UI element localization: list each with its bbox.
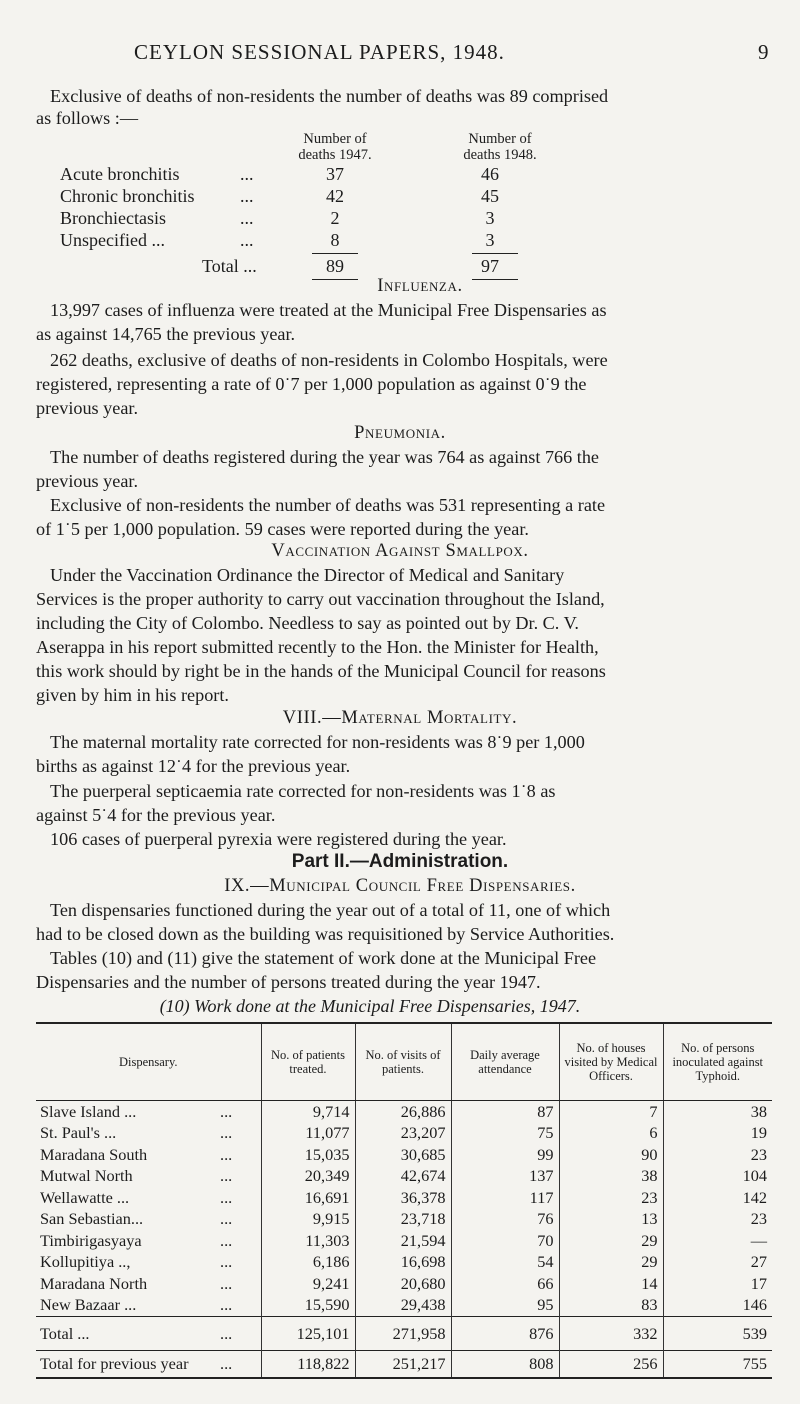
table-header-row	[36, 1023, 772, 1101]
table-row	[36, 1209, 772, 1231]
leader-dots: ...	[220, 1166, 233, 1186]
total-label: Total ...	[202, 256, 257, 276]
leader-dots: ...	[220, 1354, 233, 1373]
daily-cell: 54	[451, 1252, 559, 1274]
daily-cell: 808	[451, 1351, 559, 1379]
influenza-paragraph-1	[36, 298, 770, 346]
col-header-line: Number of	[468, 131, 532, 147]
patients-cell: 15,590	[261, 1295, 355, 1317]
inoculated-cell: 755	[663, 1351, 772, 1379]
col-header-line: deaths 1947.	[298, 147, 372, 163]
houses-cell: 38	[559, 1166, 663, 1188]
inoculated-cell: 17	[663, 1273, 772, 1295]
value-1948: 3	[485, 208, 495, 228]
col-header-1947	[290, 131, 380, 163]
daily-cell: 876	[451, 1317, 559, 1351]
daily-cell: 76	[451, 1209, 559, 1231]
pneumonia-paragraph-2	[36, 493, 770, 541]
text-line: of 1˙5 per 1,000 population. 59 cases were reported during the year.	[36, 519, 529, 539]
inoculated-cell: —	[663, 1230, 772, 1252]
column-header: No. of houses visited by Medical Officers.	[559, 1023, 663, 1101]
dispensary-name: Total for previous year	[40, 1354, 189, 1373]
dispensary-name-cell	[36, 1144, 261, 1166]
leader-dots: ...	[220, 1230, 233, 1250]
dispensary-name: Maradana South	[40, 1144, 148, 1164]
text-line: Exclusive of non-residents the number of deaths was 531 representing a rate	[50, 495, 606, 515]
text-line: previous year.	[36, 471, 139, 491]
vaccination-paragraph	[36, 563, 770, 707]
col-header-line: Number of	[303, 131, 367, 147]
leader-dots: ...	[220, 1295, 233, 1315]
dispensary-name-cell	[36, 1187, 261, 1209]
dispensary-name: Slave Island ...	[40, 1101, 137, 1121]
text-line: Tables (10) and (11) give the statement of work done at the Municipal Free	[50, 948, 597, 968]
text-line: Dispensaries and the number of persons treated during the year 1947.	[36, 972, 541, 992]
value-1947: 42	[326, 186, 344, 206]
text-line: including the City of Colombo. Needless to say as pointed out by Dr. C. V.	[36, 613, 579, 633]
inoculated-cell: 27	[663, 1252, 772, 1274]
text-line: 106 cases of puerperal pyrexia were registered during the year.	[50, 829, 507, 849]
patients-cell: 9,241	[261, 1273, 355, 1295]
houses-cell: 332	[559, 1317, 663, 1351]
col-header-line: deaths 1948.	[463, 147, 537, 163]
dispensary-name: New Bazaar ...	[40, 1295, 137, 1315]
dispensary-name-cell	[36, 1295, 261, 1317]
visits-cell: 29,438	[355, 1295, 451, 1317]
patients-cell: 15,035	[261, 1144, 355, 1166]
dispensary-name-cell	[36, 1123, 261, 1145]
daily-cell: 95	[451, 1295, 559, 1317]
leader-dots: ...	[240, 164, 254, 184]
visits-cell: 36,378	[355, 1187, 451, 1209]
inoculated-cell: 38	[663, 1101, 772, 1123]
inoculated-cell: 23	[663, 1209, 772, 1231]
leader-dots: ...	[240, 230, 254, 250]
value-1947: 8	[330, 230, 340, 250]
inoculated-cell: 539	[663, 1317, 772, 1351]
maternal-paragraph-3	[36, 827, 770, 851]
section-heading-influenza: Influenza.	[377, 276, 463, 296]
houses-cell: 83	[559, 1295, 663, 1317]
table-row	[36, 1166, 772, 1188]
visits-cell: 23,207	[355, 1123, 451, 1145]
text-line: against 5˙4 for the previous year.	[36, 805, 276, 825]
text-line: The number of deaths registered during the year was 764 as against 766 the	[50, 447, 599, 467]
houses-cell: 7	[559, 1101, 663, 1123]
dispensary-name-cell	[36, 1351, 261, 1379]
visits-cell: 26,886	[355, 1101, 451, 1123]
text-line: Ten dispensaries functioned during the year out of a total of 11, one of which	[50, 900, 611, 920]
value-1948: 46	[481, 164, 499, 184]
text-line: as against 14,765 the previous year.	[36, 324, 296, 344]
dispensary-name-cell	[36, 1230, 261, 1252]
pneumonia-paragraph-1	[36, 445, 770, 493]
visits-cell: 42,674	[355, 1166, 451, 1188]
leader-dots: ...	[220, 1252, 233, 1272]
row-label: Acute bronchitis	[60, 164, 180, 184]
daily-cell: 70	[451, 1230, 559, 1252]
patients-cell: 16,691	[261, 1187, 355, 1209]
inoculated-cell: 23	[663, 1144, 772, 1166]
text-line: Under the Vaccination Ordinance the Director of Medical and Sanitary	[50, 565, 565, 585]
text-line: Services is the proper authority to carry out vaccination throughout the Island,	[36, 589, 605, 609]
dispensary-name-cell	[36, 1273, 261, 1295]
houses-cell: 13	[559, 1209, 663, 1231]
patients-cell: 11,077	[261, 1123, 355, 1145]
houses-cell: 14	[559, 1273, 663, 1295]
dispensary-name: Kollupitiya ..,	[40, 1252, 131, 1272]
table-body	[36, 1101, 772, 1379]
daily-cell: 137	[451, 1166, 559, 1188]
dispensary-name: Wellawatte ...	[40, 1187, 130, 1207]
table-row	[36, 1101, 772, 1123]
influenza-paragraph-2	[36, 348, 770, 420]
dispensaries-paragraph-1	[36, 898, 770, 946]
section-heading-dispensaries: IX.—Municipal Council Free Dispensaries.	[224, 876, 576, 896]
table-row	[36, 1187, 772, 1209]
value-1948: 45	[481, 186, 499, 206]
visits-cell: 21,594	[355, 1230, 451, 1252]
section-heading-vaccination: Vaccination Against Smallpox.	[271, 541, 529, 561]
sum-rule	[472, 253, 518, 254]
text-line: births as against 12˙4 for the previous year.	[36, 756, 351, 776]
dispensary-name: St. Paul's ...	[40, 1123, 117, 1143]
houses-cell: 90	[559, 1144, 663, 1166]
table-row	[36, 1123, 772, 1145]
visits-cell: 16,698	[355, 1252, 451, 1274]
text-line: Aserappa in his report submitted recently to the Hon. the Minister for Health,	[36, 637, 599, 657]
text-line: The puerperal septicaemia rate corrected for non-residents was 1˙8 as	[50, 781, 556, 801]
row-label: Chronic bronchitis	[60, 186, 195, 206]
previous-year-row	[36, 1351, 772, 1379]
visits-cell: 20,680	[355, 1273, 451, 1295]
section-heading-maternal: VIII.—Maternal Mortality.	[282, 708, 518, 728]
table-row	[36, 1252, 772, 1274]
visits-cell: 23,718	[355, 1209, 451, 1231]
maternal-paragraph-1	[36, 730, 770, 778]
daily-cell: 75	[451, 1123, 559, 1145]
leader-dots: ...	[240, 208, 254, 228]
text-line: The maternal mortality rate corrected for non-residents was 8˙9 per 1,000	[50, 732, 585, 752]
column-header: No. of visits of patients.	[355, 1023, 451, 1101]
daily-cell: 117	[451, 1187, 559, 1209]
maternal-paragraph-2	[36, 779, 770, 827]
dispensary-name: Total ...	[40, 1323, 90, 1343]
dispensary-name: Mutwal North	[40, 1166, 133, 1186]
patients-cell: 118,822	[261, 1351, 355, 1379]
houses-cell: 6	[559, 1123, 663, 1145]
leader-dots: ...	[240, 186, 254, 206]
leader-dots: ...	[220, 1123, 233, 1143]
table-row	[36, 1230, 772, 1252]
leader-dots: ...	[220, 1101, 233, 1121]
total-row	[36, 1317, 772, 1351]
column-header: Dispensary.	[36, 1023, 261, 1101]
intro-paragraph	[36, 84, 770, 130]
dispensary-name-cell	[36, 1209, 261, 1231]
patients-cell: 9,714	[261, 1101, 355, 1123]
dispensaries-paragraph-2	[36, 946, 770, 994]
dispensary-work-table	[36, 1022, 772, 1379]
table-row	[36, 1273, 772, 1295]
inoculated-cell: 146	[663, 1295, 772, 1317]
text-line: 13,997 cases of influenza were treated at the Municipal Free Dispensaries as	[50, 300, 607, 320]
houses-cell: 29	[559, 1252, 663, 1274]
column-header: No. of persons inoculated against Typhoid.	[663, 1023, 772, 1101]
page-number: 9	[758, 40, 770, 64]
total-1948: 97	[481, 256, 499, 276]
total-1947: 89	[326, 256, 344, 276]
leader-dots: ...	[220, 1323, 233, 1343]
publication-title: CEYLON SESSIONAL PAPERS, 1948.	[134, 40, 505, 64]
text-line: given by him in his report.	[36, 685, 229, 705]
daily-cell: 87	[451, 1101, 559, 1123]
dispensary-name-cell	[36, 1101, 261, 1123]
row-label: Bronchiectasis	[60, 208, 166, 228]
part-heading: Part II.—Administration.	[291, 851, 509, 872]
section-heading-pneumonia: Pneumonia.	[354, 423, 446, 443]
leader-dots: ...	[220, 1187, 233, 1207]
text-line: previous year.	[36, 398, 139, 418]
column-header: Daily average attendance	[451, 1023, 559, 1101]
dispensary-name-cell	[36, 1317, 261, 1351]
dispensary-name: San Sebastian...	[40, 1209, 144, 1229]
leader-dots: ...	[220, 1209, 233, 1229]
sum-rule	[312, 253, 358, 254]
visits-cell: 30,685	[355, 1144, 451, 1166]
col-header-1948	[430, 131, 570, 163]
column-header: No. of patients treated.	[261, 1023, 355, 1101]
inoculated-cell: 104	[663, 1166, 772, 1188]
intro-line: Exclusive of deaths of non-residents the number of deaths was 89 comprised	[50, 86, 609, 106]
dispensary-name-cell	[36, 1166, 261, 1188]
text-line: had to be closed down as the building was requisitioned by Service Authorities.	[36, 924, 615, 944]
table-row	[36, 1144, 772, 1166]
daily-cell: 99	[451, 1144, 559, 1166]
inoculated-cell: 19	[663, 1123, 772, 1145]
patients-cell: 20,349	[261, 1166, 355, 1188]
table-row	[36, 1295, 772, 1317]
text-line: 262 deaths, exclusive of deaths of non-residents in Colombo Hospitals, were	[50, 350, 608, 370]
value-1948: 3	[485, 230, 495, 250]
value-1947: 2	[330, 208, 340, 228]
patients-cell: 125,101	[261, 1317, 355, 1351]
visits-cell: 271,958	[355, 1317, 451, 1351]
houses-cell: 256	[559, 1351, 663, 1379]
patients-cell: 11,303	[261, 1230, 355, 1252]
patients-cell: 6,186	[261, 1252, 355, 1274]
houses-cell: 23	[559, 1187, 663, 1209]
inoculated-cell: 142	[663, 1187, 772, 1209]
row-label: Unspecified ...	[60, 230, 165, 250]
leader-dots: ...	[220, 1144, 233, 1164]
value-1947: 37	[326, 164, 344, 184]
table-caption: (10) Work done at the Municipal Free Dispensaries, 1947.	[159, 996, 581, 1016]
text-line: registered, representing a rate of 0˙7 per 1,000 population as against 0˙9 the	[36, 374, 587, 394]
leader-dots: ...	[220, 1273, 233, 1293]
dispensary-name-cell	[36, 1252, 261, 1274]
intro-line: as follows :—	[36, 108, 139, 128]
houses-cell: 29	[559, 1230, 663, 1252]
daily-cell: 66	[451, 1273, 559, 1295]
dispensary-name: Timbirigasyaya	[40, 1230, 142, 1250]
text-line: this work should by right be in the hands of the Municipal Council for reasons	[36, 661, 606, 681]
visits-cell: 251,217	[355, 1351, 451, 1379]
dispensary-name: Maradana North	[40, 1273, 148, 1293]
patients-cell: 9,915	[261, 1209, 355, 1231]
